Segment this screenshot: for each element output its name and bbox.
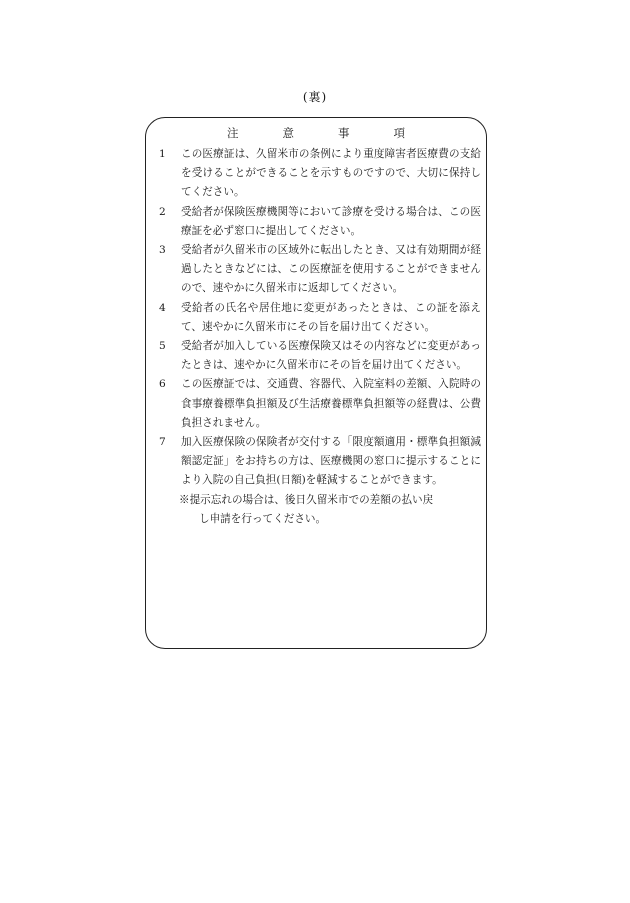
item-number: 7 <box>159 436 166 449</box>
item-text: 受給者が保険医療機関等において診療を受ける場合は、この医療証を必ず窓口に提出してください。 <box>181 205 481 237</box>
heading-char: 意 <box>282 126 294 140</box>
page-side-label: (裏) <box>302 90 328 104</box>
notice-item <box>159 433 481 491</box>
notice-item <box>159 299 481 337</box>
item-number: 2 <box>159 205 166 218</box>
heading-char: 事 <box>338 126 350 140</box>
item-number: 4 <box>159 301 166 314</box>
notice-heading <box>145 125 487 141</box>
item-number: 3 <box>159 244 166 257</box>
item-text: 加入医療保険の保険者が交付する「限度額適用・標準負担額減額認定証」をお持ちの方は、医療機関の窓口に提示することにより入院の自己負担(日額)を軽減することができます。 <box>181 436 481 487</box>
item-number: 1 <box>159 148 166 160</box>
notice-items <box>159 145 481 529</box>
notice-item <box>159 337 481 375</box>
item-number: 5 <box>159 340 166 353</box>
notice-item <box>159 375 481 433</box>
item-number: 6 <box>159 378 166 391</box>
note-line: し申請を行ってください。 <box>199 512 327 525</box>
heading-char: 注 <box>227 126 239 140</box>
heading-char: 項 <box>393 126 405 140</box>
item-text: 受給者が加入している医療保険又はその内容などに変更があったときは、速やかに久留米市にその旨を届け出てください。 <box>181 340 481 372</box>
item-text: 受給者の氏名や居住地に変更があったときは、この証を添えて、速やかに久留米市にその旨を届け出てください。 <box>181 301 481 333</box>
note-line: ※提示忘れの場合は、後日久留米市での差額の払い戻 <box>179 493 434 506</box>
notice-item <box>159 241 481 299</box>
item-text: この医療証では、交通費、容器代、入院室料の差額、入院時の食事療養標準負担額及び生活療養標準負担額等の経費は、公費負担されません。 <box>181 378 481 429</box>
item-text: この医療証は、久留米市の条例により重度障害者医療費の支給を受けることができることを示すものですので、大切に保持してください。 <box>181 148 481 199</box>
item-text: 受給者が久留米市の区域外に転出したとき、又は有効期間が経過したときなどには、この医療証を使用することができませんので、速やかに久留米市に返却してください。 <box>181 244 481 295</box>
notice-item <box>159 145 481 203</box>
refund-note <box>159 491 481 529</box>
notice-item <box>159 203 481 241</box>
